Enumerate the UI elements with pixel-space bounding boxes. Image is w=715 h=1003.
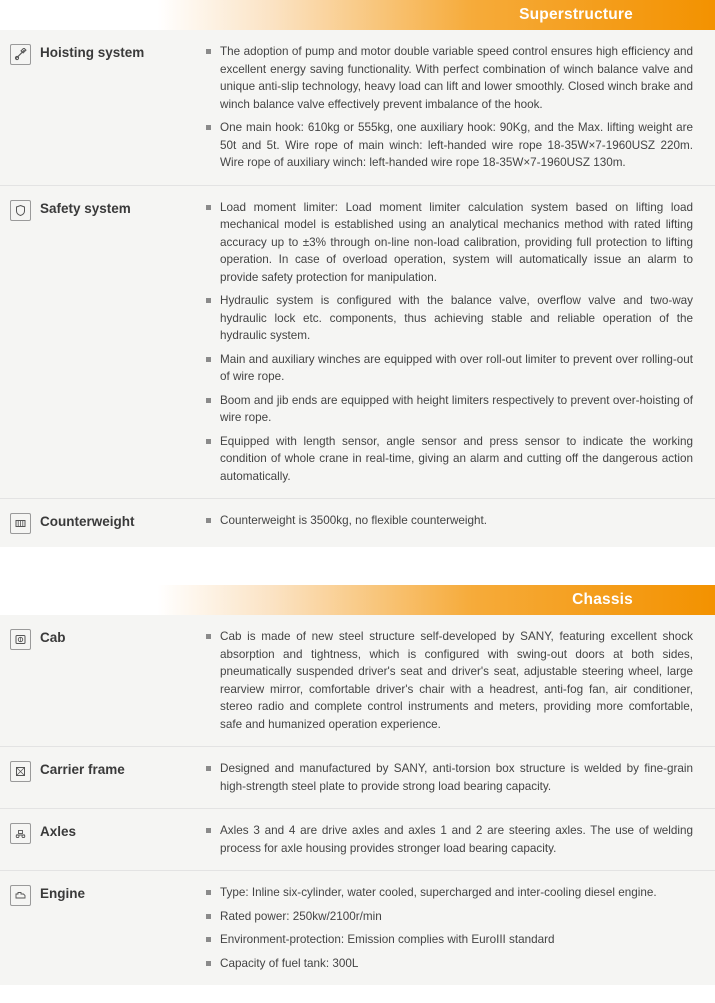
table-row [0, 499, 715, 547]
list-item: Designed and manufactured by SANY, anti-torsion box structure is welded by fine-grain high-strength steel plate to provide strong load bearing capacity. [205, 760, 693, 795]
counterweight-icon [10, 513, 31, 534]
list-item: Axles 3 and 4 are drive axles and axles 1 and 2 are steering axles. The use of welding process for axle housing provides stronger load bearing capacity. [205, 822, 693, 857]
bullet-list [205, 760, 693, 795]
row-content-cell [205, 30, 715, 185]
list-item: Environment-protection: Emission complies with EuroIII standard [205, 931, 693, 949]
section-spacer [0, 565, 715, 585]
row-label-cell [0, 30, 205, 185]
list-item: Load moment limiter: Load moment limiter calculation system based on lifting load mechanical model is established using an analytical mechanics method with rated lifting accuracy up to ±3% through on-line non-load calibration, providing full protection to lifting operation. In case of overload operation, system will automatically issue an alarm to provide safety protection for manipulation. [205, 199, 693, 287]
crane-hoist-icon [10, 44, 31, 65]
table-row [0, 809, 715, 871]
row-label: Counterweight [40, 514, 135, 529]
list-item: Counterweight is 3500kg, no flexible counterweight. [205, 512, 693, 530]
table-row [0, 871, 715, 985]
row-label: Safety system [40, 200, 131, 216]
row-label: Cab [40, 630, 66, 645]
row-label-cell [0, 809, 205, 870]
list-item: Equipped with length sensor, angle sensor and press sensor to indicate the working condition of whole crane in real-time, giving an alarm and cutting off the dangerous action automatically. [205, 433, 693, 486]
row-content-cell [205, 615, 715, 746]
engine-icon [10, 885, 31, 906]
list-item: Boom and jib ends are equipped with height limiters respectively to prevent over-hoisting of wire rope. [205, 392, 693, 427]
list-item: Type: Inline six-cylinder, water cooled, supercharged and inter-cooling diesel engine. [205, 884, 693, 902]
table-row [0, 615, 715, 747]
row-label-cell [0, 186, 205, 499]
row-content-cell [205, 747, 715, 808]
list-item: Cab is made of new steel structure self-developed by SANY, featuring excellent shock absorption and tightness, which is configured with swing-out doors at both sides, pneumatically suspended driver's seat and driver's seat, adjustable steering wheel, large rearview mirror, comfortable driver's chair with a headrest, anti-fog fan, air conditioner, stereo radio and complete control instruments and meters, providing more comfortable, safe and humanized operation experience. [205, 628, 693, 733]
bullet-list [205, 884, 693, 972]
list-item: Main and auxiliary winches are equipped with over roll-out limiter to prevent over rolling-out of wire rope. [205, 351, 693, 386]
row-content-cell [205, 871, 715, 985]
row-label-cell [0, 871, 205, 985]
bullet-list [205, 199, 693, 486]
row-label: Hoisting system [40, 45, 145, 60]
list-item: One main hook: 610kg or 555kg, one auxiliary hook: 90Kg, and the Max. lifting weight are 50t and 5t. Wire rope of main winch: left-handed wire rope 18-35W×7-1960USZ 220m. Wire rope of auxiliary winch: left-handed wire rope 18-35W×7-1960USZ 130m. [205, 119, 693, 172]
list-item: Capacity of fuel tank: 300L [205, 955, 693, 973]
axle-icon [10, 823, 31, 844]
bullet-list [205, 822, 693, 857]
table-row [0, 186, 715, 500]
table-row [0, 747, 715, 809]
frame-icon [10, 761, 31, 782]
section-header-superstructure [0, 0, 715, 30]
row-label-cell [0, 615, 205, 746]
row-label: Axles [40, 824, 77, 839]
list-item: The adoption of pump and motor double variable speed control ensures high efficiency and excellent energy saving functionality. With perfect combination of winch balance valve and unique anti-slip technology, heavy load can lift and lower smoothly. Closed winch brake and winch balance valve effectively prevent imbalance of the hook. [205, 43, 693, 113]
row-label: Carrier frame [40, 762, 125, 777]
section-chassis [0, 585, 715, 985]
row-content-cell [205, 186, 715, 499]
row-label-cell [0, 747, 205, 808]
list-item: Hydraulic system is configured with the balance valve, overflow valve and two-way hydraulic lock etc. components, thus achieving stable and reliable operation of the hydraulic system. [205, 292, 693, 345]
row-content-cell [205, 809, 715, 870]
table-row [0, 30, 715, 186]
section-title: Superstructure [519, 6, 633, 23]
section-title: Chassis [572, 591, 633, 608]
shield-icon [10, 200, 31, 221]
bullet-list [205, 512, 693, 530]
bullet-list [205, 628, 693, 733]
cab-icon [10, 629, 31, 650]
bullet-list [205, 43, 693, 172]
row-label: Engine [40, 886, 86, 901]
section-header-chassis [0, 585, 715, 615]
row-content-cell [205, 499, 715, 547]
row-label-cell [0, 499, 205, 547]
list-item: Rated power: 250kw/2100r/min [205, 908, 693, 926]
